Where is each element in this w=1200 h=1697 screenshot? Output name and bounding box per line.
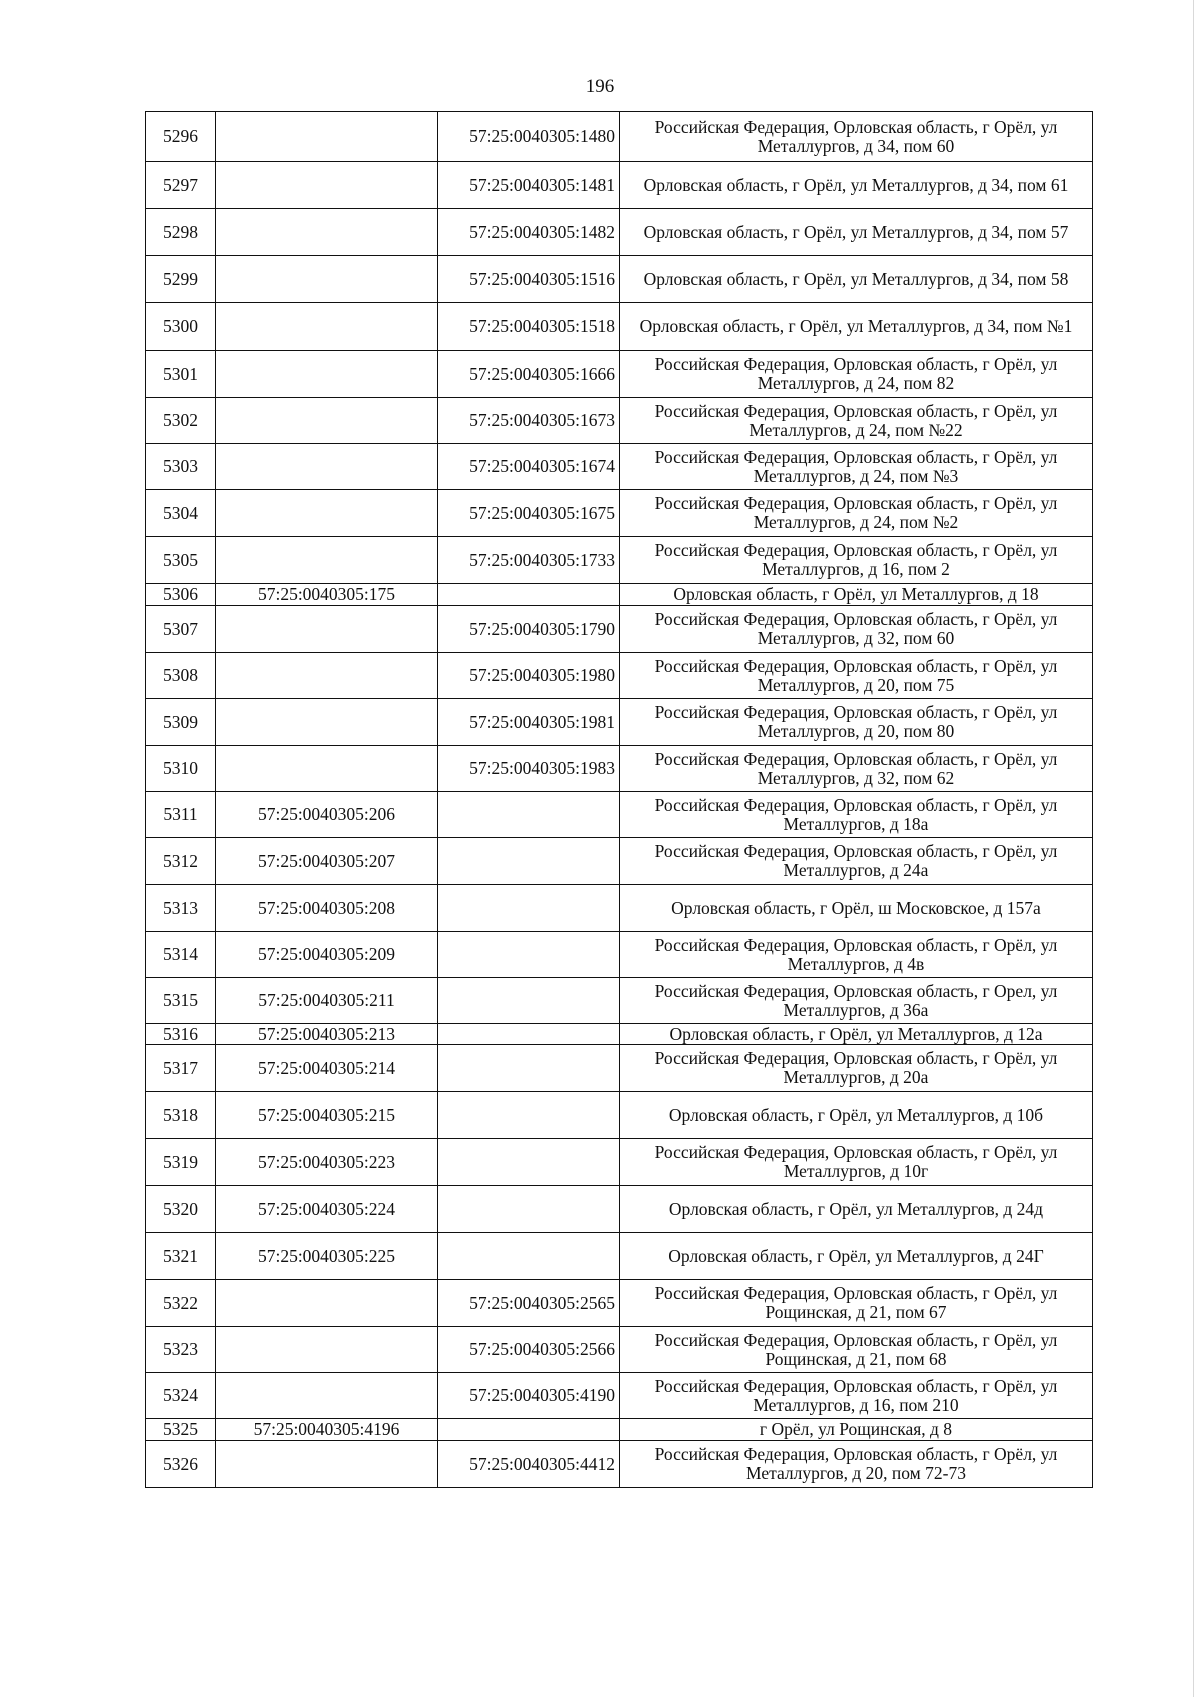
table-row	[146, 1233, 1093, 1280]
address-cell: Российская Федерация, Орловская область, г Орёл, ул Металлургов, д 10г	[620, 1139, 1093, 1186]
row-number-cell: 5303	[146, 444, 216, 490]
row-number-cell: 5302	[146, 398, 216, 444]
object-cadastral-number-cell: 57:25:0040305:1980	[438, 653, 620, 699]
table-row	[146, 1419, 1093, 1441]
row-number-cell: 5322	[146, 1280, 216, 1327]
cadastral-number-cell: 57:25:0040305:175	[216, 584, 438, 606]
row-number-cell: 5320	[146, 1186, 216, 1233]
table-row	[146, 112, 1093, 162]
cadastral-number-cell: 57:25:0040305:209	[216, 932, 438, 978]
cadastral-number-cell: 57:25:0040305:208	[216, 885, 438, 932]
address-cell: Российская Федерация, Орловская область, г Орёл, ул Рощинская, д 21, пом 68	[620, 1327, 1093, 1373]
table-row	[146, 444, 1093, 490]
table-row	[146, 932, 1093, 978]
cadastral-number-cell: 57:25:0040305:4196	[216, 1419, 438, 1441]
cadastral-number-cell: 57:25:0040305:211	[216, 978, 438, 1024]
object-cadastral-number-cell: 57:25:0040305:1790	[438, 606, 620, 653]
address-cell: Российская Федерация, Орловская область, г Орёл, ул Металлургов, д 18а	[620, 792, 1093, 838]
row-number-cell: 5308	[146, 653, 216, 699]
object-cadastral-number-cell: 57:25:0040305:1480	[438, 112, 620, 162]
cadastral-number-cell: 57:25:0040305:213	[216, 1024, 438, 1045]
table-row	[146, 398, 1093, 444]
object-cadastral-number-cell: 57:25:0040305:1983	[438, 746, 620, 792]
table-row	[146, 537, 1093, 584]
address-cell: Российская Федерация, Орловская область, г Орёл, ул Металлургов, д 4в	[620, 932, 1093, 978]
registry-table	[145, 111, 1093, 1488]
address-cell: Российская Федерация, Орловская область, г Орёл, ул Металлургов, д 24а	[620, 838, 1093, 885]
cadastral-number-cell	[216, 1373, 438, 1419]
cadastral-number-cell	[216, 606, 438, 653]
address-cell: Российская Федерация, Орловская область, г Орёл, ул Металлургов, д 20а	[620, 1045, 1093, 1092]
table-row	[146, 606, 1093, 653]
object-cadastral-number-cell: 57:25:0040305:1666	[438, 351, 620, 398]
object-cadastral-number-cell	[438, 978, 620, 1024]
row-number-cell: 5298	[146, 209, 216, 256]
row-number-cell: 5299	[146, 256, 216, 303]
table-row	[146, 792, 1093, 838]
object-cadastral-number-cell: 57:25:0040305:2565	[438, 1280, 620, 1327]
object-cadastral-number-cell	[438, 792, 620, 838]
cadastral-number-cell	[216, 112, 438, 162]
object-cadastral-number-cell	[438, 1233, 620, 1280]
object-cadastral-number-cell: 57:25:0040305:1482	[438, 209, 620, 256]
table-row	[146, 303, 1093, 351]
row-number-cell: 5310	[146, 746, 216, 792]
table-row	[146, 256, 1093, 303]
address-cell: Орловская область, г Орёл, ул Металлургов, д 34, пом 58	[620, 256, 1093, 303]
address-cell: Российская Федерация, Орловская область, г Орёл, ул Металлургов, д 24, пом №3	[620, 444, 1093, 490]
table-row	[146, 885, 1093, 932]
row-number-cell: 5309	[146, 699, 216, 746]
object-cadastral-number-cell	[438, 932, 620, 978]
row-number-cell: 5317	[146, 1045, 216, 1092]
cadastral-number-cell	[216, 537, 438, 584]
cadastral-number-cell	[216, 1441, 438, 1488]
address-cell: Орловская область, г Орёл, ул Металлургов, д 34, пом 61	[620, 162, 1093, 209]
object-cadastral-number-cell	[438, 1186, 620, 1233]
address-cell: г Орёл, ул Рощинская, д 8	[620, 1419, 1093, 1441]
object-cadastral-number-cell: 57:25:0040305:2566	[438, 1327, 620, 1373]
object-cadastral-number-cell	[438, 1419, 620, 1441]
row-number-cell: 5326	[146, 1441, 216, 1488]
address-cell: Российская Федерация, Орловская область, г Орёл, ул Металлургов, д 24, пом 82	[620, 351, 1093, 398]
table-row	[146, 1186, 1093, 1233]
object-cadastral-number-cell: 57:25:0040305:1516	[438, 256, 620, 303]
row-number-cell: 5315	[146, 978, 216, 1024]
object-cadastral-number-cell: 57:25:0040305:1981	[438, 699, 620, 746]
address-cell: Орловская область, г Орёл, ул Металлургов, д 10б	[620, 1092, 1093, 1139]
table-row	[146, 653, 1093, 699]
object-cadastral-number-cell: 57:25:0040305:4412	[438, 1441, 620, 1488]
address-cell: Российская Федерация, Орловская область, г Орёл, ул Металлургов, д 32, пом 62	[620, 746, 1093, 792]
cadastral-number-cell	[216, 444, 438, 490]
table-row	[146, 584, 1093, 606]
table-row	[146, 351, 1093, 398]
object-cadastral-number-cell: 57:25:0040305:1518	[438, 303, 620, 351]
address-cell: Российская Федерация, Орловская область, г Орёл, ул Металлургов, д 24, пом №22	[620, 398, 1093, 444]
cadastral-number-cell	[216, 209, 438, 256]
cadastral-number-cell	[216, 1280, 438, 1327]
object-cadastral-number-cell	[438, 1092, 620, 1139]
table-row	[146, 1441, 1093, 1488]
table-row	[146, 746, 1093, 792]
address-cell: Орловская область, г Орёл, ул Металлургов, д 24д	[620, 1186, 1093, 1233]
table-row	[146, 1327, 1093, 1373]
cadastral-number-cell	[216, 398, 438, 444]
cadastral-number-cell	[216, 746, 438, 792]
row-number-cell: 5300	[146, 303, 216, 351]
table-row	[146, 1045, 1093, 1092]
row-number-cell: 5324	[146, 1373, 216, 1419]
cadastral-number-cell	[216, 303, 438, 351]
table-row	[146, 1280, 1093, 1327]
cadastral-number-cell	[216, 162, 438, 209]
cadastral-number-cell	[216, 653, 438, 699]
cadastral-number-cell	[216, 1327, 438, 1373]
table-row	[146, 1024, 1093, 1045]
address-cell: Российская Федерация, Орловская область, г Орёл, ул Металлургов, д 20, пом 75	[620, 653, 1093, 699]
cadastral-number-cell: 57:25:0040305:225	[216, 1233, 438, 1280]
address-cell: Орловская область, г Орёл, ул Металлургов, д 34, пом 57	[620, 209, 1093, 256]
table-row	[146, 978, 1093, 1024]
cadastral-number-cell	[216, 699, 438, 746]
object-cadastral-number-cell: 57:25:0040305:1673	[438, 398, 620, 444]
object-cadastral-number-cell: 57:25:0040305:1481	[438, 162, 620, 209]
table-row	[146, 490, 1093, 537]
object-cadastral-number-cell	[438, 1024, 620, 1045]
object-cadastral-number-cell: 57:25:0040305:4190	[438, 1373, 620, 1419]
table-row	[146, 1092, 1093, 1139]
row-number-cell: 5296	[146, 112, 216, 162]
address-cell: Российская Федерация, Орловская область, г Орёл, ул Металлургов, д 20, пом 72-73	[620, 1441, 1093, 1488]
table-row	[146, 162, 1093, 209]
cadastral-number-cell: 57:25:0040305:206	[216, 792, 438, 838]
address-cell: Орловская область, г Орёл, ул Металлургов, д 18	[620, 584, 1093, 606]
object-cadastral-number-cell	[438, 885, 620, 932]
cadastral-number-cell: 57:25:0040305:215	[216, 1092, 438, 1139]
row-number-cell: 5306	[146, 584, 216, 606]
address-cell: Орловская область, г Орёл, ул Металлургов, д 12а	[620, 1024, 1093, 1045]
cadastral-number-cell	[216, 490, 438, 537]
address-cell: Российская Федерация, Орловская область, г Орёл, ул Металлургов, д 20, пом 80	[620, 699, 1093, 746]
object-cadastral-number-cell: 57:25:0040305:1675	[438, 490, 620, 537]
scan-edge-line	[1193, 0, 1194, 1697]
row-number-cell: 5319	[146, 1139, 216, 1186]
row-number-cell: 5325	[146, 1419, 216, 1441]
table-row	[146, 209, 1093, 256]
row-number-cell: 5304	[146, 490, 216, 537]
address-cell: Российская Федерация, Орловская область, г Орёл, ул Рощинская, д 21, пом 67	[620, 1280, 1093, 1327]
object-cadastral-number-cell	[438, 838, 620, 885]
cadastral-number-cell: 57:25:0040305:224	[216, 1186, 438, 1233]
object-cadastral-number-cell: 57:25:0040305:1674	[438, 444, 620, 490]
row-number-cell: 5305	[146, 537, 216, 584]
object-cadastral-number-cell	[438, 1139, 620, 1186]
table-row	[146, 1373, 1093, 1419]
row-number-cell: 5297	[146, 162, 216, 209]
row-number-cell: 5321	[146, 1233, 216, 1280]
table-row	[146, 1139, 1093, 1186]
object-cadastral-number-cell	[438, 1045, 620, 1092]
address-cell: Орловская область, г Орёл, ул Металлургов, д 34, пом №1	[620, 303, 1093, 351]
address-cell: Российская Федерация, Орловская область, г Орёл, ул Металлургов, д 32, пом 60	[620, 606, 1093, 653]
row-number-cell: 5313	[146, 885, 216, 932]
table-row	[146, 699, 1093, 746]
page-number: 196	[585, 76, 615, 97]
address-cell: Российская Федерация, Орловская область, г Орел, ул Металлургов, д 36а	[620, 978, 1093, 1024]
cadastral-number-cell: 57:25:0040305:214	[216, 1045, 438, 1092]
cadastral-number-cell: 57:25:0040305:207	[216, 838, 438, 885]
row-number-cell: 5314	[146, 932, 216, 978]
row-number-cell: 5301	[146, 351, 216, 398]
row-number-cell: 5316	[146, 1024, 216, 1045]
address-cell: Орловская область, г Орёл, ул Металлургов, д 24Г	[620, 1233, 1093, 1280]
address-cell: Российская Федерация, Орловская область, г Орёл, ул Металлургов, д 16, пом 2	[620, 537, 1093, 584]
table-row	[146, 838, 1093, 885]
row-number-cell: 5312	[146, 838, 216, 885]
row-number-cell: 5318	[146, 1092, 216, 1139]
cadastral-number-cell: 57:25:0040305:223	[216, 1139, 438, 1186]
cadastral-number-cell	[216, 256, 438, 303]
object-cadastral-number-cell	[438, 584, 620, 606]
address-cell: Российская Федерация, Орловская область, г Орёл, ул Металлургов, д 24, пом №2	[620, 490, 1093, 537]
cadastral-number-cell	[216, 351, 438, 398]
registry-table-body	[146, 112, 1093, 1488]
row-number-cell: 5323	[146, 1327, 216, 1373]
address-cell: Российская Федерация, Орловская область, г Орёл, ул Металлургов, д 16, пом 210	[620, 1373, 1093, 1419]
address-cell: Российская Федерация, Орловская область, г Орёл, ул Металлургов, д 34, пом 60	[620, 112, 1093, 162]
row-number-cell: 5307	[146, 606, 216, 653]
row-number-cell: 5311	[146, 792, 216, 838]
object-cadastral-number-cell: 57:25:0040305:1733	[438, 537, 620, 584]
address-cell: Орловская область, г Орёл, ш Московское, д 157а	[620, 885, 1093, 932]
